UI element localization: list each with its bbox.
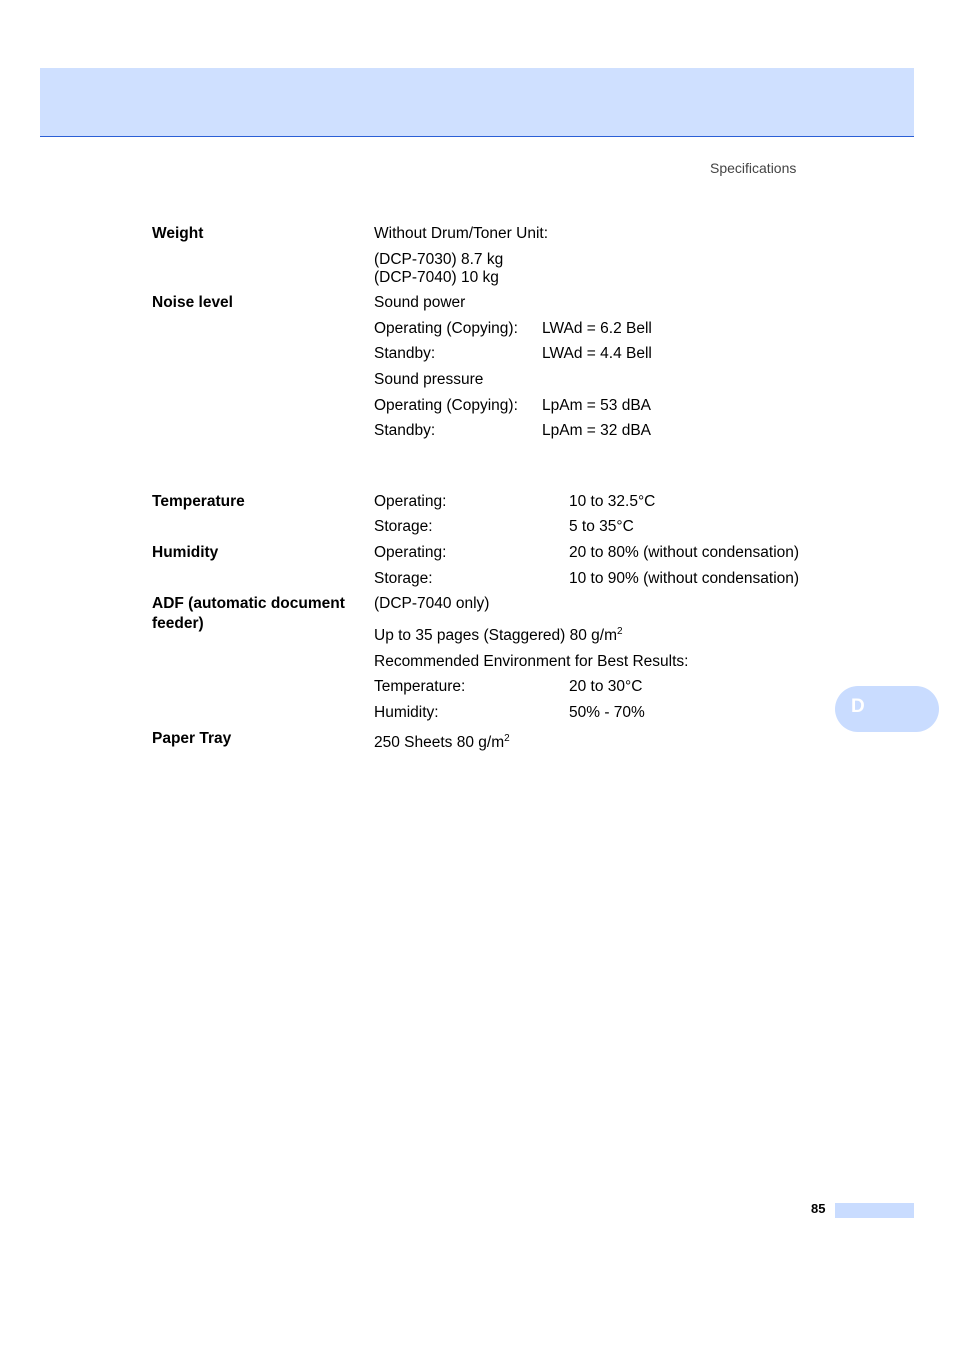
- section-title: Specifications: [710, 160, 797, 176]
- adf-humidity-label: Humidity:: [374, 704, 439, 721]
- humidity-operating-label: Operating:: [374, 544, 447, 561]
- sound-power-standby-value: LWAd = 4.4 Bell: [542, 345, 652, 362]
- adf-recommended-heading: Recommended Environment for Best Results:: [374, 653, 689, 670]
- adf-capacity-text: Up to 35 pages (Staggered) 80 g/m: [374, 627, 617, 644]
- weight-label: Weight: [152, 225, 204, 242]
- paper-tray-label: Paper Tray: [152, 730, 232, 747]
- humidity-storage-label: Storage:: [374, 570, 433, 587]
- humidity-operating-value: 20 to 80% (without condensation): [569, 544, 800, 561]
- chapter-letter: D: [851, 696, 865, 717]
- sound-pressure-operating-label: Operating (Copying):: [374, 397, 518, 414]
- adf-label-line-1: ADF (automatic document: [152, 595, 345, 612]
- weight-line-1: Without Drum/Toner Unit:: [374, 225, 548, 242]
- chapter-tab: [835, 686, 939, 732]
- sound-power-operating-value: LWAd = 6.2 Bell: [542, 320, 652, 337]
- adf-label-line-2: feeder): [152, 615, 204, 632]
- weight-line-2: (DCP-7030) 8.7 kg: [374, 251, 504, 268]
- sound-pressure-operating-value: LpAm = 53 dBA: [542, 397, 651, 414]
- adf-temperature-value: 20 to 30°C: [569, 678, 643, 695]
- adf-humidity-value: 50% - 70%: [569, 704, 645, 721]
- paper-tray-value-text: 250 Sheets 80 g/m: [374, 734, 505, 751]
- paper-tray-value: [374, 734, 510, 752]
- sound-power-standby-label: Standby:: [374, 345, 436, 362]
- page-number-bar: [835, 1203, 914, 1218]
- temperature-storage-value: 5 to 35°C: [569, 518, 634, 535]
- sound-power-operating-label: Operating (Copying):: [374, 320, 518, 337]
- noise-label: Noise level: [152, 294, 233, 311]
- paper-tray-superscript: 2: [504, 733, 510, 744]
- sound-pressure-heading: Sound pressure: [374, 371, 484, 388]
- temperature-storage-label: Storage:: [374, 518, 433, 535]
- sound-pressure-standby-value: LpAm = 32 dBA: [542, 422, 651, 439]
- temperature-operating-value: 10 to 32.5°C: [569, 493, 656, 510]
- sound-pressure-standby-label: Standby:: [374, 422, 436, 439]
- humidity-storage-value: 10 to 90% (without condensation): [569, 570, 800, 587]
- temperature-label: Temperature: [152, 493, 245, 510]
- page-number: 85: [811, 1201, 826, 1216]
- adf-model: (DCP-7040 only): [374, 595, 490, 612]
- adf-capacity-superscript: 2: [616, 626, 623, 637]
- humidity-label: Humidity: [152, 544, 219, 561]
- adf-temperature-label: Temperature:: [374, 678, 466, 695]
- temperature-operating-label: Operating:: [374, 493, 447, 510]
- adf-capacity: [374, 627, 623, 645]
- header-band: [40, 68, 914, 137]
- sound-power-heading: Sound power: [374, 294, 466, 311]
- weight-line-3: (DCP-7040) 10 kg: [374, 269, 499, 286]
